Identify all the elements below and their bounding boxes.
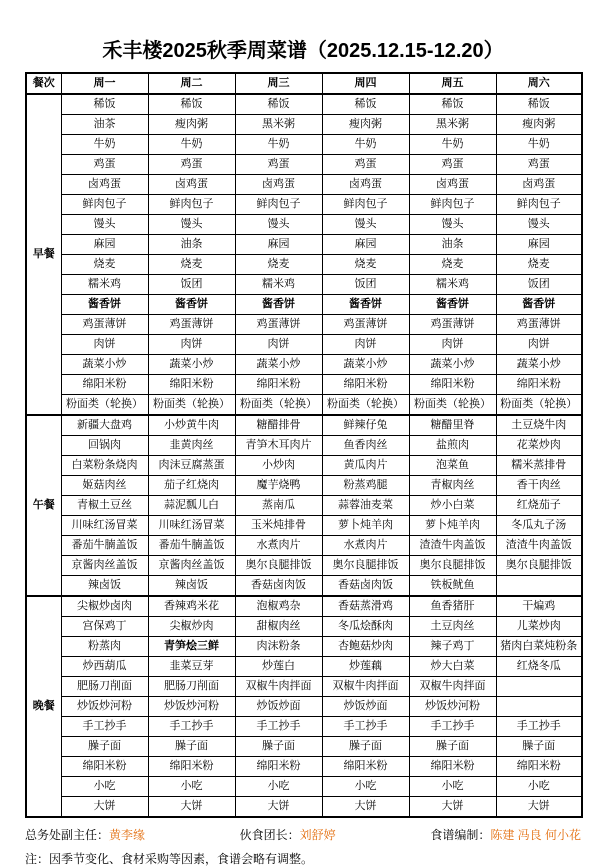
menu-cell: 双椒牛肉拌面 xyxy=(322,677,409,697)
menu-cell: 奥尔良腿排饭 xyxy=(409,556,496,576)
menu-cell: 粉面类（轮换） xyxy=(322,395,409,416)
menu-cell: 馒头 xyxy=(61,215,148,235)
menu-cell: 肉饼 xyxy=(322,335,409,355)
menu-cell: 鸡蛋薄饼 xyxy=(322,315,409,335)
menu-cell: 绵阳米粉 xyxy=(148,375,235,395)
menu-row xyxy=(26,275,582,295)
menu-cell: 烧麦 xyxy=(322,255,409,275)
footer-role-name: 刘舒婷 xyxy=(299,828,336,842)
footer-note: 注：因季节变化、食材采购等因素，食谱会略有调整。 xyxy=(25,852,314,866)
menu-row xyxy=(26,195,582,215)
menu-row xyxy=(26,415,582,436)
menu-row xyxy=(26,516,582,536)
menu-cell: 绵阳米粉 xyxy=(61,375,148,395)
menu-cell: 泡椒鸡杂 xyxy=(235,596,322,617)
menu-row xyxy=(26,657,582,677)
menu-cell: 绵阳米粉 xyxy=(496,375,582,395)
menu-cell: 饭团 xyxy=(496,275,582,295)
menu-cell: 酱香饼 xyxy=(409,295,496,315)
menu-cell: 炒饭炒河粉 xyxy=(409,697,496,717)
menu-cell: 油茶 xyxy=(61,115,148,135)
menu-row xyxy=(26,355,582,375)
footer-role-label: 食谱编制： xyxy=(430,828,491,842)
menu-cell: 小炒肉 xyxy=(235,456,322,476)
menu-cell: 大饼 xyxy=(61,797,148,818)
menu-row xyxy=(26,737,582,757)
menu-cell: 鸡蛋薄饼 xyxy=(496,315,582,335)
menu-row xyxy=(26,235,582,255)
menu-cell: 韭黄肉丝 xyxy=(148,436,235,456)
menu-cell: 鲜肉包子 xyxy=(148,195,235,215)
menu-cell: 鲜肉包子 xyxy=(322,195,409,215)
menu-row xyxy=(26,135,582,155)
menu-cell: 黄瓜肉片 xyxy=(322,456,409,476)
menu-cell: 铁板鱿鱼 xyxy=(409,576,496,597)
menu-cell: 稀饭 xyxy=(61,94,148,115)
menu-cell: 番茄牛腩盖饭 xyxy=(148,536,235,556)
menu-cell: 蔬菜小炒 xyxy=(409,355,496,375)
menu-cell: 鸡蛋薄饼 xyxy=(235,315,322,335)
menu-cell: 尖椒炒肉 xyxy=(148,617,235,637)
footer-role-canteen-head xyxy=(240,826,336,843)
menu-cell: 手工抄手 xyxy=(322,717,409,737)
menu-row xyxy=(26,717,582,737)
menu-cell: 鸡蛋 xyxy=(235,155,322,175)
corner-header: 餐次 xyxy=(26,73,61,94)
menu-cell: 臊子面 xyxy=(148,737,235,757)
menu-cell: 酱香饼 xyxy=(148,295,235,315)
menu-cell: 渣渣牛肉盖饭 xyxy=(496,536,582,556)
menu-cell: 绵阳米粉 xyxy=(409,757,496,777)
menu-cell: 青椒肉丝 xyxy=(409,476,496,496)
menu-cell: 水煮肉片 xyxy=(235,536,322,556)
menu-cell: 糯米鸡 xyxy=(235,275,322,295)
menu-cell: 绵阳米粉 xyxy=(235,375,322,395)
footer-role-name: 黄李缘 xyxy=(109,828,146,842)
menu-cell: 炒小白菜 xyxy=(409,496,496,516)
menu-cell: 鸡蛋薄饼 xyxy=(148,315,235,335)
menu-cell: 炒饭炒河粉 xyxy=(61,697,148,717)
menu-cell: 肉沫粉条 xyxy=(235,637,322,657)
header-cell-wednesday: 周三 xyxy=(235,73,322,94)
footer-role-director xyxy=(25,826,145,843)
menu-cell: 京酱肉丝盖饭 xyxy=(148,556,235,576)
menu-cell: 渣渣牛肉盖饭 xyxy=(409,536,496,556)
menu-cell: 肥肠刀削面 xyxy=(61,677,148,697)
menu-cell: 蔬菜小炒 xyxy=(148,355,235,375)
meal-label: 早餐 xyxy=(26,94,61,415)
menu-row xyxy=(26,476,582,496)
menu-cell: 鲜辣仔兔 xyxy=(322,415,409,436)
menu-cell: 回锅肉 xyxy=(61,436,148,456)
menu-cell: 花菜炒肉 xyxy=(496,436,582,456)
header-cell-monday: 周一 xyxy=(61,73,148,94)
menu-cell: 大饼 xyxy=(409,797,496,818)
menu-cell: 麻园 xyxy=(322,235,409,255)
menu-cell: 馒头 xyxy=(322,215,409,235)
menu-cell: 麻园 xyxy=(496,235,582,255)
menu-cell: 粉蒸鸡腿 xyxy=(322,476,409,496)
menu-cell: 小吃 xyxy=(496,777,582,797)
menu-row xyxy=(26,255,582,275)
menu-cell: 红烧冬瓜 xyxy=(496,657,582,677)
menu-cell: 卤鸡蛋 xyxy=(148,175,235,195)
menu-cell: 肉饼 xyxy=(409,335,496,355)
menu-row xyxy=(26,536,582,556)
menu-cell: 馒头 xyxy=(148,215,235,235)
menu-cell: 甜椒肉丝 xyxy=(235,617,322,637)
menu-row xyxy=(26,456,582,476)
menu-cell: 杏鲍菇炒肉 xyxy=(322,637,409,657)
menu-cell: 小吃 xyxy=(235,777,322,797)
menu-row xyxy=(26,576,582,597)
header-cell-thursday: 周四 xyxy=(322,73,409,94)
menu-cell: 烧麦 xyxy=(61,255,148,275)
menu-cell: 卤鸡蛋 xyxy=(496,175,582,195)
menu-cell: 猪肉白菜炖粉条 xyxy=(496,637,582,657)
menu-cell: 绵阳米粉 xyxy=(61,757,148,777)
menu-cell: 馒头 xyxy=(409,215,496,235)
menu-cell: 瘦肉粥 xyxy=(148,115,235,135)
menu-cell: 肉饼 xyxy=(61,335,148,355)
menu-cell: 牛奶 xyxy=(148,135,235,155)
menu-cell: 鸡蛋 xyxy=(148,155,235,175)
menu-cell: 牛奶 xyxy=(235,135,322,155)
menu-cell: 大饼 xyxy=(148,797,235,818)
menu-cell: 烧麦 xyxy=(148,255,235,275)
menu-cell: 瘦肉粥 xyxy=(496,115,582,135)
menu-cell: 韭菜豆芽 xyxy=(148,657,235,677)
menu-cell: 香辣鸡米花 xyxy=(148,596,235,617)
menu-cell: 青笋烩三鲜 xyxy=(148,637,235,657)
menu-row xyxy=(26,617,582,637)
menu-cell: 奥尔良腿排饭 xyxy=(496,556,582,576)
menu-cell: 香菇卤肉饭 xyxy=(322,576,409,597)
menu-cell: 瘦肉粥 xyxy=(322,115,409,135)
menu-cell: 粉面类（轮换） xyxy=(148,395,235,416)
menu-row xyxy=(26,315,582,335)
menu-cell: 油条 xyxy=(148,235,235,255)
menu-cell xyxy=(496,677,582,697)
menu-row xyxy=(26,395,582,416)
menu-row xyxy=(26,677,582,697)
menu-cell: 手工抄手 xyxy=(409,717,496,737)
menu-cell: 干煸鸡 xyxy=(496,596,582,617)
menu-cell: 臊子面 xyxy=(496,737,582,757)
menu-cell: 青笋木耳肉片 xyxy=(235,436,322,456)
menu-cell: 酱香饼 xyxy=(496,295,582,315)
menu-cell: 卤鸡蛋 xyxy=(409,175,496,195)
menu-cell: 香菇蒸滑鸡 xyxy=(322,596,409,617)
menu-cell: 新疆大盘鸡 xyxy=(61,415,148,436)
menu-cell: 盐煎肉 xyxy=(409,436,496,456)
menu-row xyxy=(26,797,582,818)
menu-cell: 大饼 xyxy=(496,797,582,818)
menu-cell: 酱香饼 xyxy=(322,295,409,315)
menu-cell: 臊子面 xyxy=(322,737,409,757)
menu-cell: 肉饼 xyxy=(148,335,235,355)
menu-cell: 炒大白菜 xyxy=(409,657,496,677)
menu-cell: 烧麦 xyxy=(235,255,322,275)
menu-cell: 牛奶 xyxy=(322,135,409,155)
menu-cell: 黑米粥 xyxy=(235,115,322,135)
menu-cell: 土豆肉丝 xyxy=(409,617,496,637)
footer-role-label: 总务处副主任： xyxy=(25,828,110,842)
menu-cell: 酱香饼 xyxy=(61,295,148,315)
menu-cell: 绵阳米粉 xyxy=(148,757,235,777)
menu-cell: 炒西葫瓜 xyxy=(61,657,148,677)
menu-cell: 魔芋烧鸭 xyxy=(235,476,322,496)
menu-cell: 手工抄手 xyxy=(235,717,322,737)
menu-row xyxy=(26,556,582,576)
menu-cell: 糯米鸡 xyxy=(409,275,496,295)
menu-cell: 糖醋里脊 xyxy=(409,415,496,436)
menu-row xyxy=(26,215,582,235)
menu-cell: 炒饭炒面 xyxy=(235,697,322,717)
menu-cell: 蔬菜小炒 xyxy=(235,355,322,375)
menu-cell: 辣子鸡丁 xyxy=(409,637,496,657)
menu-cell: 臊子面 xyxy=(235,737,322,757)
menu-table xyxy=(25,72,583,818)
menu-cell: 绵阳米粉 xyxy=(322,375,409,395)
menu-row xyxy=(26,295,582,315)
menu-cell: 小吃 xyxy=(409,777,496,797)
menu-cell: 奥尔良腿排饭 xyxy=(235,556,322,576)
menu-cell: 绵阳米粉 xyxy=(496,757,582,777)
menu-cell: 香菇卤肉饭 xyxy=(235,576,322,597)
menu-cell: 鸡蛋 xyxy=(496,155,582,175)
menu-cell: 馒头 xyxy=(496,215,582,235)
page-title: 禾丰楼2025秋季周菜谱（2025.12.15-12.20） xyxy=(102,40,504,62)
menu-cell: 黑米粥 xyxy=(409,115,496,135)
menu-cell: 炒饭炒面 xyxy=(322,697,409,717)
menu-cell: 奥尔良腿排饭 xyxy=(322,556,409,576)
menu-cell: 双椒牛肉拌面 xyxy=(409,677,496,697)
menu-cell: 鲜肉包子 xyxy=(496,195,582,215)
menu-cell: 牛奶 xyxy=(409,135,496,155)
menu-cell: 绵阳米粉 xyxy=(322,757,409,777)
menu-row xyxy=(26,175,582,195)
menu-cell: 冬瓜烩酥肉 xyxy=(322,617,409,637)
menu-cell: 辣卤饭 xyxy=(61,576,148,597)
menu-cell: 稀饭 xyxy=(496,94,582,115)
footer-credits xyxy=(25,826,581,843)
menu-cell: 绵阳米粉 xyxy=(235,757,322,777)
menu-cell: 牛奶 xyxy=(496,135,582,155)
menu-cell: 稀饭 xyxy=(322,94,409,115)
menu-cell: 油条 xyxy=(409,235,496,255)
menu-cell: 鸡蛋 xyxy=(322,155,409,175)
menu-cell: 川味红汤冒菜 xyxy=(148,516,235,536)
menu-cell: 糯米蒸排骨 xyxy=(496,456,582,476)
menu-cell: 鸡蛋薄饼 xyxy=(61,315,148,335)
menu-row xyxy=(26,94,582,115)
menu-cell: 牛奶 xyxy=(61,135,148,155)
menu-cell: 酱香饼 xyxy=(235,295,322,315)
menu-cell: 糯米鸡 xyxy=(61,275,148,295)
menu-cell: 炒莲白 xyxy=(235,657,322,677)
menu-cell: 川味红汤冒菜 xyxy=(61,516,148,536)
menu-cell: 稀饭 xyxy=(409,94,496,115)
menu-row xyxy=(26,335,582,355)
menu-cell: 肉沫豆腐蒸蛋 xyxy=(148,456,235,476)
menu-cell: 粉蒸肉 xyxy=(61,637,148,657)
menu-cell: 大饼 xyxy=(235,797,322,818)
menu-cell: 辣卤饭 xyxy=(148,576,235,597)
footer-role-name: 陈建 冯良 何小花 xyxy=(490,828,581,842)
menu-row xyxy=(26,777,582,797)
menu-cell: 臊子面 xyxy=(409,737,496,757)
menu-cell: 臊子面 xyxy=(61,737,148,757)
menu-cell: 蔬菜小炒 xyxy=(322,355,409,375)
footer-role-menu-editors xyxy=(430,826,581,843)
menu-cell: 泡菜鱼 xyxy=(409,456,496,476)
menu-cell: 肉饼 xyxy=(496,335,582,355)
menu-cell: 小炒黄牛肉 xyxy=(148,415,235,436)
menu-cell: 手工抄手 xyxy=(496,717,582,737)
menu-cell: 鱼香猪肝 xyxy=(409,596,496,617)
header-cell-friday: 周五 xyxy=(409,73,496,94)
menu-cell: 烧麦 xyxy=(409,255,496,275)
menu-cell: 炒饭炒河粉 xyxy=(148,697,235,717)
menu-cell: 糖醋排骨 xyxy=(235,415,322,436)
header-row xyxy=(26,73,582,94)
menu-cell: 番茄牛腩盖饭 xyxy=(61,536,148,556)
footer-role-label: 伙食团长： xyxy=(239,828,300,842)
menu-cell: 蔬菜小炒 xyxy=(496,355,582,375)
menu-cell: 土豆烧牛肉 xyxy=(496,415,582,436)
menu-cell: 鸡蛋薄饼 xyxy=(409,315,496,335)
menu-cell: 小吃 xyxy=(322,777,409,797)
menu-cell: 儿菜炒肉 xyxy=(496,617,582,637)
menu-cell: 蒸南瓜 xyxy=(235,496,322,516)
menu-cell: 饭团 xyxy=(148,275,235,295)
menu-cell: 蔬菜小炒 xyxy=(61,355,148,375)
menu-cell: 蒜泥瓢儿白 xyxy=(148,496,235,516)
menu-cell: 红烧茄子 xyxy=(496,496,582,516)
header-cell-tuesday: 周二 xyxy=(148,73,235,94)
menu-cell: 萝卜炖羊肉 xyxy=(409,516,496,536)
meal-label: 午餐 xyxy=(26,415,61,596)
menu-cell: 白菜粉条烧肉 xyxy=(61,456,148,476)
menu-cell: 烧麦 xyxy=(496,255,582,275)
menu-cell: 鲜肉包子 xyxy=(61,195,148,215)
menu-cell: 玉米炖排骨 xyxy=(235,516,322,536)
menu-cell: 卤鸡蛋 xyxy=(322,175,409,195)
menu-cell: 萝卜炖羊肉 xyxy=(322,516,409,536)
menu-cell: 麻园 xyxy=(61,235,148,255)
menu-row xyxy=(26,697,582,717)
menu-table-body xyxy=(26,94,582,817)
menu-cell: 卤鸡蛋 xyxy=(61,175,148,195)
menu-cell: 鱼香肉丝 xyxy=(322,436,409,456)
menu-cell: 鸡蛋 xyxy=(61,155,148,175)
menu-cell: 炒莲藕 xyxy=(322,657,409,677)
menu-row xyxy=(26,757,582,777)
menu-cell: 冬瓜丸子汤 xyxy=(496,516,582,536)
menu-cell: 粉面类（轮换） xyxy=(496,395,582,416)
menu-cell: 京酱肉丝盖饭 xyxy=(61,556,148,576)
menu-cell: 稀饭 xyxy=(235,94,322,115)
menu-cell: 馒头 xyxy=(235,215,322,235)
menu-cell: 水煮肉片 xyxy=(322,536,409,556)
menu-row xyxy=(26,115,582,135)
menu-cell: 鸡蛋 xyxy=(409,155,496,175)
menu-cell: 粉面类（轮换） xyxy=(235,395,322,416)
menu-row xyxy=(26,155,582,175)
menu-cell: 稀饭 xyxy=(148,94,235,115)
header-cell-saturday: 周六 xyxy=(496,73,582,94)
menu-cell: 小吃 xyxy=(61,777,148,797)
menu-row xyxy=(26,436,582,456)
menu-cell: 手工抄手 xyxy=(148,717,235,737)
menu-cell: 鲜肉包子 xyxy=(235,195,322,215)
menu-cell: 大饼 xyxy=(322,797,409,818)
menu-row xyxy=(26,596,582,617)
menu-cell: 鲜肉包子 xyxy=(409,195,496,215)
menu-cell: 粉面类（轮换） xyxy=(409,395,496,416)
menu-cell xyxy=(496,697,582,717)
menu-cell: 粉面类（轮换） xyxy=(61,395,148,416)
menu-cell: 麻园 xyxy=(235,235,322,255)
menu-cell: 小吃 xyxy=(148,777,235,797)
menu-cell: 肉饼 xyxy=(235,335,322,355)
menu-row xyxy=(26,375,582,395)
meal-label: 晚餐 xyxy=(26,596,61,817)
menu-row xyxy=(26,496,582,516)
menu-cell: 宫保鸡丁 xyxy=(61,617,148,637)
menu-cell: 茄子红烧肉 xyxy=(148,476,235,496)
menu-cell: 香干肉丝 xyxy=(496,476,582,496)
menu-cell: 双椒牛肉拌面 xyxy=(235,677,322,697)
menu-cell: 姬菇肉丝 xyxy=(61,476,148,496)
menu-cell: 手工抄手 xyxy=(61,717,148,737)
menu-cell: 卤鸡蛋 xyxy=(235,175,322,195)
menu-cell: 饭团 xyxy=(322,275,409,295)
menu-cell: 青椒土豆丝 xyxy=(61,496,148,516)
menu-cell: 尖椒炒卤肉 xyxy=(61,596,148,617)
menu-cell: 蒜蓉油麦菜 xyxy=(322,496,409,516)
menu-cell: 绵阳米粉 xyxy=(409,375,496,395)
menu-cell xyxy=(496,576,582,597)
menu-cell: 肥肠刀削面 xyxy=(148,677,235,697)
menu-row xyxy=(26,637,582,657)
